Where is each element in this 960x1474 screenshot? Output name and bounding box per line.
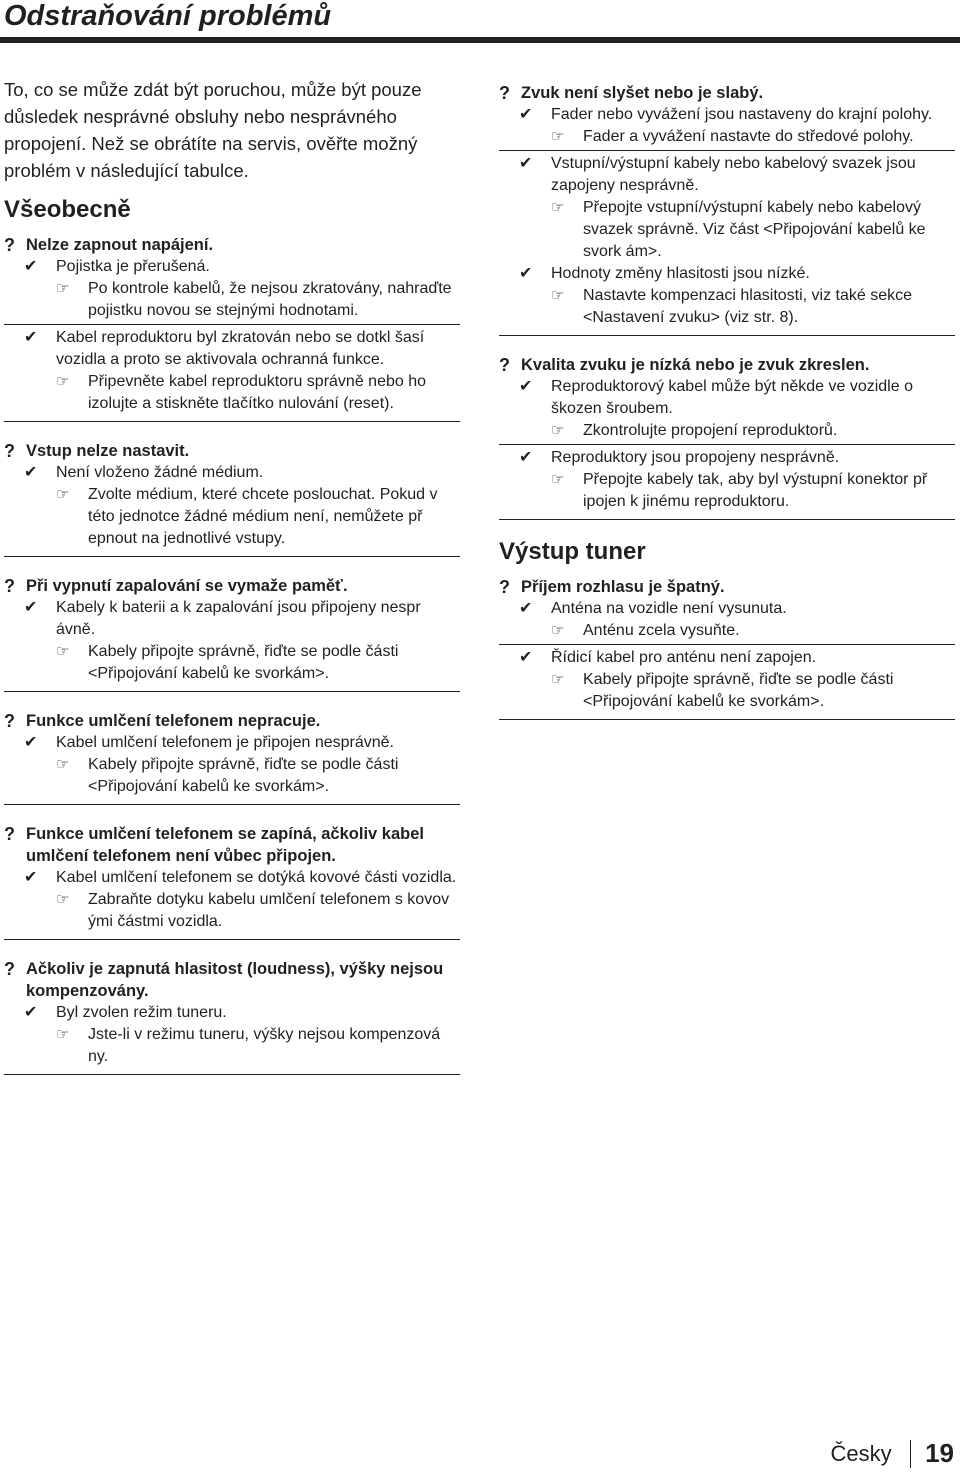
problem-question: ? Při vypnutí zapalování se vymaže paměť. — [4, 576, 348, 596]
problem-remedy: ☞ Zkontrolujte propojení reproduktorů. — [499, 420, 955, 445]
problem-cause: ✔ Kabel umlčení telefonem se dotýká kovové části vozidla. — [4, 867, 460, 889]
problem-remedy: ☞ Zabraňte dotyku kabelu umlčení telefonem s kovov ými částmi vozidla. — [56, 891, 450, 930]
footer-language: Česky — [830, 1440, 892, 1466]
pointing-hand-icon: ☞ — [56, 280, 70, 297]
footer-divider — [910, 1440, 912, 1468]
problem-remedy: ☞ Kabely připojte správně, řiďte se podle části <Připojování kabelů ke svorkám>. — [56, 756, 399, 795]
problem-remedy: ☞ Přepojte kabely tak, aby byl výstupní konektor př ipojen k jinému reproduktoru. — [551, 471, 928, 510]
pointing-hand-icon: ☞ — [551, 287, 565, 304]
check-icon: ✔ — [24, 258, 38, 275]
problem-cause: ✔ Kabel reproduktoru byl zkratován nebo se dotkl šasí vozidla a proto se aktivovala ochranná funkce. — [24, 329, 425, 368]
check-icon: ✔ — [519, 106, 533, 123]
title-rule — [0, 37, 960, 43]
problem-question: ? Kvalita zvuku je nízká nebo je zvuk zkreslen. — [499, 355, 870, 375]
problem-item — [499, 576, 955, 720]
question-icon: ? — [4, 959, 15, 979]
problem-remedy: ☞ Nastavte kompenzaci hlasitosti, viz také sekce <Nastavení zvuku> (viz str. 8). — [551, 287, 913, 326]
problem-question: ? Nelze zapnout napájení. — [4, 235, 214, 255]
pointing-hand-icon: ☞ — [56, 373, 70, 390]
pointing-hand-icon: ☞ — [551, 199, 565, 216]
problem-cause: ✔ Reproduktory jsou propojeny nesprávně. — [499, 447, 955, 469]
question-icon: ? — [4, 235, 15, 255]
check-icon: ✔ — [519, 449, 533, 466]
problem-remedy: ☞ Jste-li v režimu tuneru, výšky nejsou kompenzová ny. — [56, 1026, 441, 1065]
pointing-hand-icon: ☞ — [551, 128, 565, 145]
problem-remedy: ☞ Kabely připojte správně, řiďte se podle části <Připojování kabelů ke svorkám>. — [551, 671, 894, 710]
problem-item — [499, 82, 955, 336]
problem-item — [499, 354, 955, 520]
problem-cause: ✔ Fader nebo vyvážení jsou nastaveny do krajní polohy. — [499, 104, 955, 126]
problem-cause: ✔ Pojistka je přerušená. — [4, 256, 460, 278]
problem-cause: ✔ Reproduktorový kabel může být někde ve vozidle o škozen šroubem. — [519, 378, 913, 417]
pointing-hand-icon: ☞ — [56, 891, 70, 908]
page-footer — [830, 1438, 954, 1469]
pointing-hand-icon: ☞ — [551, 471, 565, 488]
check-icon: ✔ — [24, 734, 38, 751]
pointing-hand-icon: ☞ — [551, 671, 565, 688]
problem-remedy: ☞ Zvolte médium, které chcete poslouchat. Pokud v této jednotce žádné médium není, nemůžete př epnout na jednotlivé vstupy. — [56, 486, 438, 547]
question-icon: ? — [4, 441, 15, 461]
check-icon: ✔ — [519, 155, 533, 172]
problem-question: ? Příjem rozhlasu je špatný. — [499, 577, 725, 597]
problem-item — [4, 710, 460, 805]
problem-question: ? Funkce umlčení telefonem nepracuje. — [4, 711, 321, 731]
problem-cause: ✔ Řídicí kabel pro anténu není zapojen. — [499, 647, 955, 669]
check-icon: ✔ — [24, 869, 38, 886]
check-icon: ✔ — [519, 649, 533, 666]
problem-question: ? Ačkoliv je zapnutá hlasitost (loudness), výšky nejsou kompenzovány. — [4, 959, 444, 1000]
problem-cause: ✔ Není vloženo žádné médium. — [4, 462, 460, 484]
check-icon: ✔ — [519, 378, 533, 395]
check-icon: ✔ — [24, 599, 38, 616]
pointing-hand-icon: ☞ — [56, 643, 70, 660]
problem-remedy: ☞ Fader a vyvážení nastavte do středové polohy. — [499, 126, 955, 151]
problem-item — [4, 823, 460, 940]
pointing-hand-icon: ☞ — [56, 486, 70, 503]
section-heading-tuner: Výstup tuner — [499, 538, 646, 565]
problem-question: ? Funkce umlčení telefonem se zapíná, ačkoliv kabel umlčení telefonem není vůbec připojen. — [4, 824, 424, 865]
pointing-hand-icon: ☞ — [551, 622, 565, 639]
page-number: 19 — [925, 1438, 954, 1468]
problem-remedy: ☞ Kabely připojte správně, řiďte se podle části <Připojování kabelů ke svorkám>. — [56, 643, 399, 682]
problem-remedy: ☞ Anténu zcela vysuňte. — [499, 620, 955, 645]
check-icon: ✔ — [519, 265, 533, 282]
question-icon: ? — [4, 824, 15, 844]
pointing-hand-icon: ☞ — [56, 756, 70, 773]
question-icon: ? — [499, 355, 510, 375]
problem-question: ? Vstup nelze nastavit. — [4, 441, 190, 461]
check-icon: ✔ — [24, 329, 38, 346]
page-title: Odstraňování problémů — [4, 0, 332, 32]
problem-remedy: ☞ Přepojte vstupní/výstupní kabely nebo kabelový svazek správně. Viz část <Připojování kabelů ke svork ám>. — [551, 199, 926, 260]
problem-remedy: ☞ Připevněte kabel reproduktoru správně nebo ho izolujte a stiskněte tlačítko nulování (reset). — [56, 373, 426, 412]
question-icon: ? — [499, 577, 510, 597]
check-icon: ✔ — [24, 464, 38, 481]
section-heading-general: Všeobecně — [4, 196, 131, 223]
problem-cause: ✔ Anténa na vozidle není vysunuta. — [499, 598, 955, 620]
question-icon: ? — [4, 576, 15, 596]
check-icon: ✔ — [519, 600, 533, 617]
problem-item — [4, 440, 460, 557]
problem-cause: ✔ Kabely k baterii a k zapalování jsou připojeny nespr ávně. — [24, 599, 421, 638]
problem-cause: ✔ Kabel umlčení telefonem je připojen nesprávně. — [4, 732, 460, 754]
right-column — [499, 82, 955, 738]
left-column — [4, 76, 460, 1093]
problem-cause: ✔ Byl zvolen režim tuneru. — [4, 1002, 460, 1024]
problem-cause: ✔ Vstupní/výstupní kabely nebo kabelový svazek jsou zapojeny nesprávně. — [519, 155, 916, 194]
problem-item — [4, 958, 460, 1075]
problem-question: ? Zvuk není slyšet nebo je slabý. — [499, 83, 764, 103]
problem-item — [4, 234, 460, 422]
pointing-hand-icon: ☞ — [56, 1026, 70, 1043]
pointing-hand-icon: ☞ — [551, 422, 565, 439]
problem-cause: ✔ Hodnoty změny hlasitosti jsou nízké. — [499, 263, 955, 285]
question-icon: ? — [4, 711, 15, 731]
problem-item — [4, 575, 460, 692]
problem-remedy: ☞ Po kontrole kabelů, že nejsou zkratovány, nahraďte pojistku novou se stejnými hodnotami. — [4, 278, 460, 325]
check-icon: ✔ — [24, 1004, 38, 1021]
question-icon: ? — [499, 83, 510, 103]
intro-text: To, co se může zdát být poruchou, může být pouze důsledek nesprávné obsluhy nebo nesprávného propojení. Než se obrátíte na servis, ověřte možný problém v následující tabulce. — [4, 79, 422, 181]
